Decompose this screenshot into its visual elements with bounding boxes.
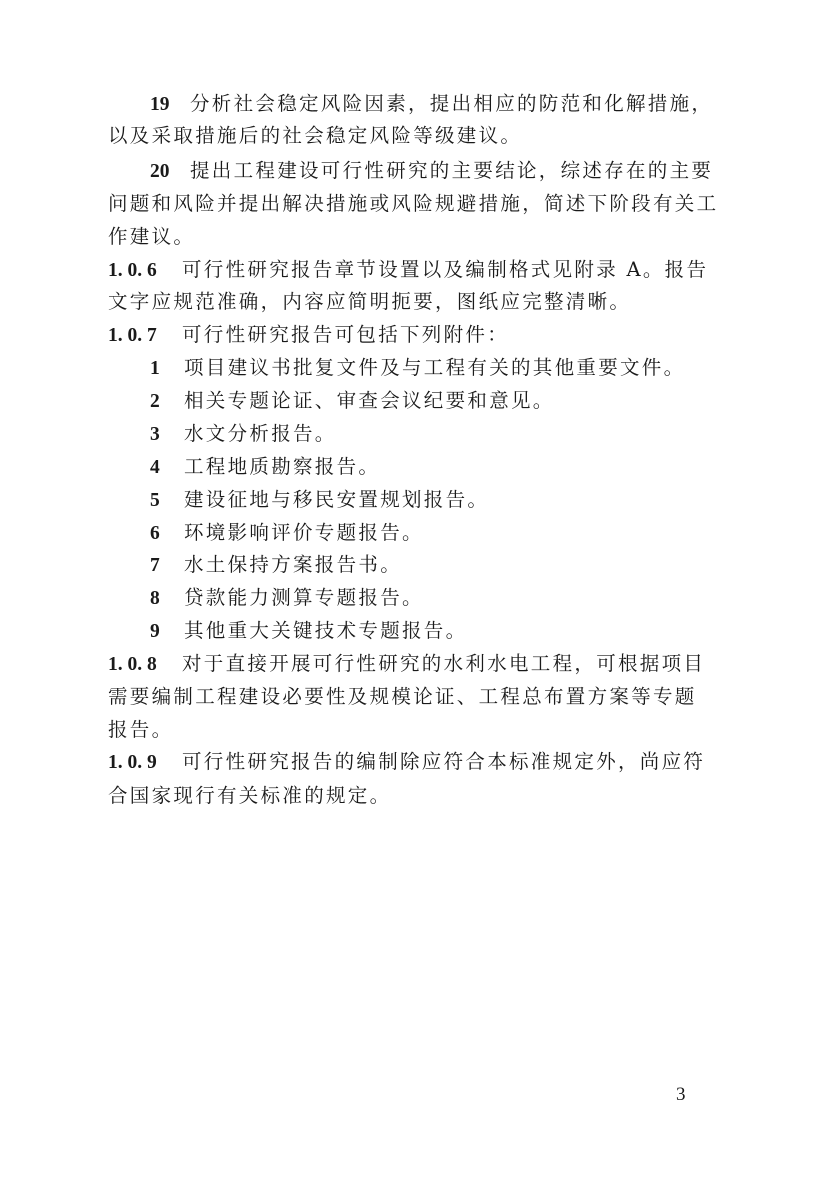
paragraph-20-line-1 (108, 154, 720, 187)
attachment-item-3-number: 3 (150, 424, 160, 445)
clause-1-0-6-text-1: 可行性研究报告章节设置以及编制格式见附录 A。报告 (182, 258, 709, 281)
paragraph-19-text-2: 以及采取措施后的社会稳定风险等级建议。 (108, 124, 523, 147)
clause-1-0-6-line-1 (108, 253, 720, 286)
attachment-item-7 (150, 548, 720, 581)
attachment-item-1-text: 项目建议书批复文件及与工程有关的其他重要文件。 (184, 356, 686, 379)
clause-1-0-8-text-1: 对于直接开展可行性研究的水利水电工程，可根据项目 (182, 652, 706, 675)
attachment-item-1 (150, 351, 720, 384)
paragraph-20-text-3: 作建议。 (108, 225, 196, 248)
attachment-item-8-number: 8 (150, 588, 160, 609)
attachment-item-2 (150, 384, 720, 417)
attachment-item-2-text: 相关专题论证、审查会议纪要和意见。 (184, 389, 555, 412)
attachment-item-2-number: 2 (150, 391, 160, 412)
attachment-item-4-text: 工程地质勘察报告。 (184, 455, 381, 478)
clause-1-0-6-text-2: 文字应规范准确，内容应简明扼要，图纸应完整清晰。 (108, 290, 632, 313)
attachment-item-7-number: 7 (150, 555, 160, 576)
clause-1-0-9-number: 1. 0. 9 (108, 752, 157, 773)
attachment-item-9-number: 9 (150, 621, 160, 642)
clause-1-0-8-line-1 (108, 647, 720, 680)
attachment-item-9 (150, 614, 720, 647)
clause-1-0-6-number: 1. 0. 6 (108, 260, 157, 281)
clause-1-0-9-line-1 (108, 745, 720, 778)
attachment-item-6 (150, 516, 720, 549)
paragraph-19-number: 19 (150, 94, 170, 115)
attachment-item-6-text: 环境影响评价专题报告。 (184, 521, 424, 544)
attachment-item-8 (150, 581, 720, 614)
attachment-item-5-number: 5 (150, 490, 160, 511)
clause-1-0-9-text-1: 可行性研究报告的编制除应符合本标准规定外，尚应符 (182, 750, 706, 773)
attachment-item-4-number: 4 (150, 457, 160, 478)
clause-1-0-8-text-2: 需要编制工程建设必要性及规模论证、工程总布置方案等专题 (108, 685, 697, 708)
attachment-item-6-number: 6 (150, 523, 160, 544)
clause-1-0-6-line-2 (108, 285, 720, 318)
paragraph-19-line-2 (108, 119, 720, 152)
attachment-item-7-text: 水土保持方案报告书。 (184, 553, 403, 576)
attachment-item-8-text: 贷款能力测算专题报告。 (184, 586, 424, 609)
paragraph-19-text-1: 分析社会稳定风险因素，提出相应的防范和化解措施， (190, 92, 714, 115)
paragraph-19-line-1 (108, 87, 720, 120)
attachment-item-9-text: 其他重大关键技术专题报告。 (184, 619, 468, 642)
paragraph-20-line-3 (108, 220, 720, 253)
clause-1-0-8-line-2 (108, 680, 720, 713)
attachment-item-5-text: 建设征地与移民安置规划报告。 (184, 488, 490, 511)
clause-1-0-7-line (108, 318, 720, 351)
paragraph-20-text-2: 问题和风险并提出解决措施或风险规避措施，简述下阶段有关工 (108, 192, 719, 215)
clause-1-0-9-text-2: 合国家现行有关标准的规定。 (108, 784, 392, 807)
clause-1-0-7-number: 1. 0. 7 (108, 325, 157, 346)
paragraph-20-number: 20 (150, 161, 170, 182)
attachment-item-5 (150, 483, 720, 516)
attachment-item-3-text: 水文分析报告。 (184, 422, 337, 445)
attachment-item-1-number: 1 (150, 358, 160, 379)
attachment-item-3 (150, 417, 720, 450)
paragraph-20-text-1: 提出工程建设可行性研究的主要结论，综述存在的主要 (190, 159, 714, 182)
clause-1-0-9-line-2 (108, 779, 720, 812)
clause-1-0-7-text: 可行性研究报告可包括下列附件： (182, 323, 510, 346)
clause-1-0-8-line-3 (108, 713, 720, 746)
clause-1-0-8-number: 1. 0. 8 (108, 654, 157, 675)
paragraph-20-line-2 (108, 187, 720, 220)
attachment-item-4 (150, 450, 720, 483)
page-number: 3 (676, 1084, 686, 1105)
clause-1-0-8-text-3: 报告。 (108, 718, 174, 741)
